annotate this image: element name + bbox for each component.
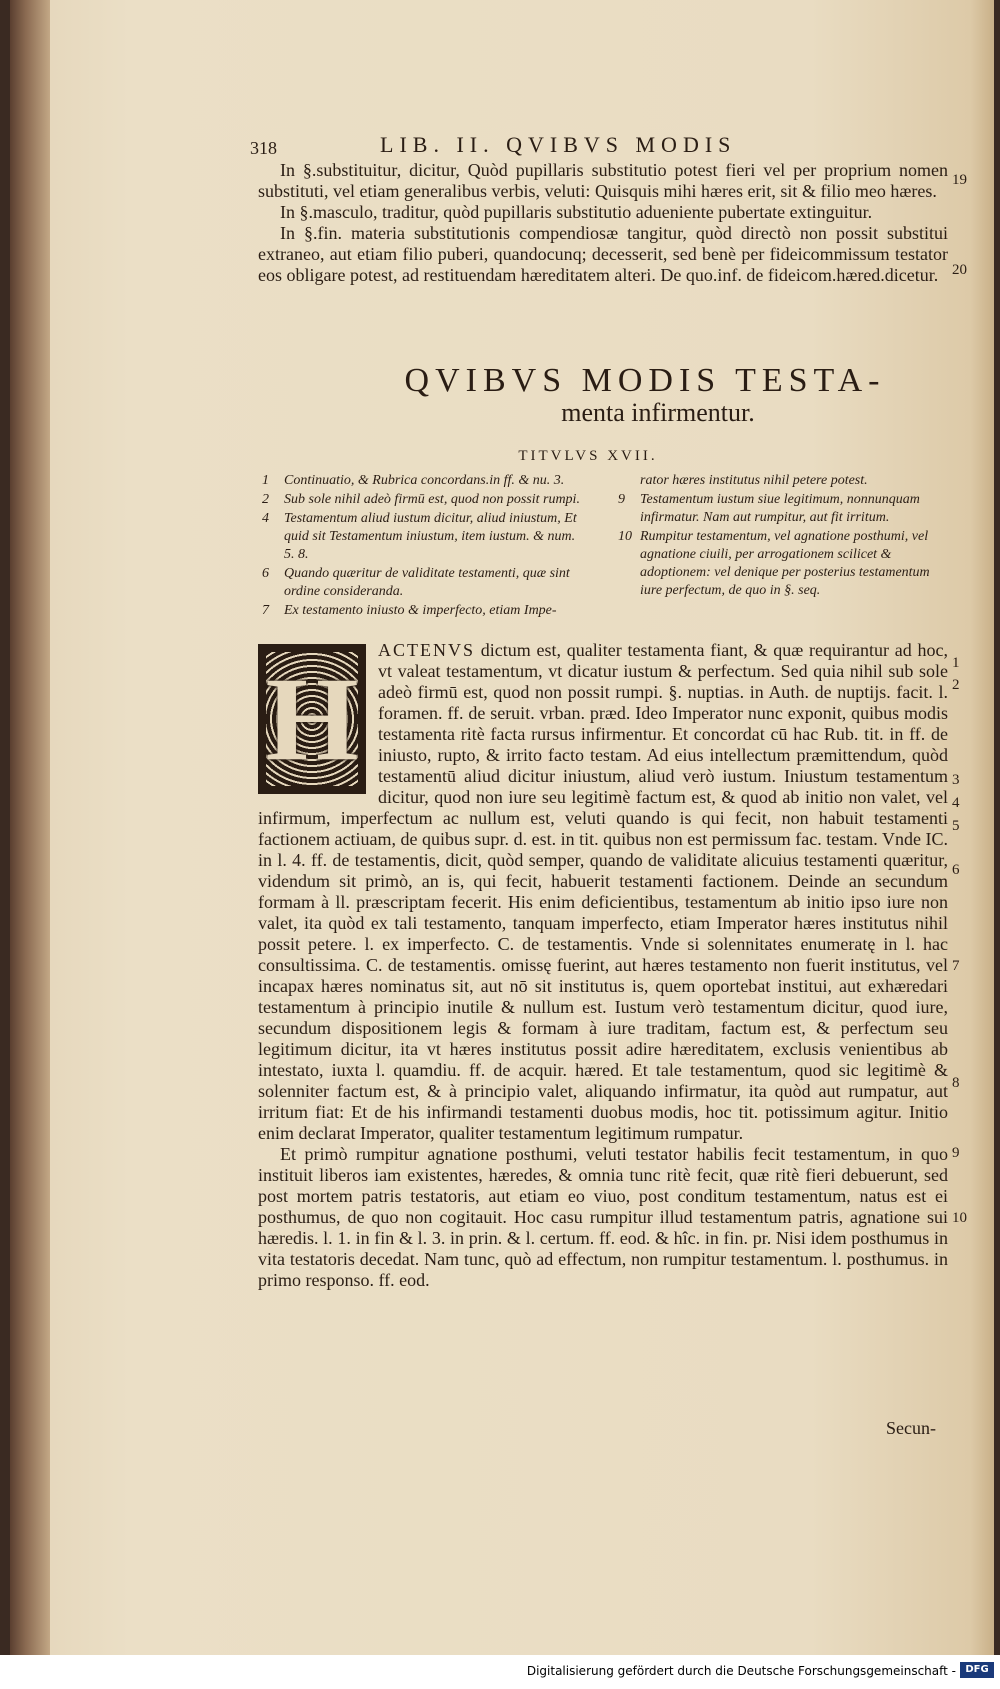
body-paragraph-2: Et primò rumpitur agnatione posthumi, veluti testator habilis fecit testamentum, in quo instituit liberos iam existentes, hæredes, & omnia tunc ritè fecit, quæ ritè fieri debuerunt, sed post mortem patris testatoris, aut etiam eo viuo, post conditum testamentum, natus est ei posthumus, de quo non cogitauit. Hoc casu rumpitur illud testamentum patris, agnatione sui hæredis. l. 1. in fin & l. 3. in prin. & l. certum. ff. eod. & hîc. in fin. pr. Nisi idem posthumus in vita testatoris decedat. Nam tunc, quò ad effectum, non rumpitur testamentum. l. posthumus. in primo responso. ff. eod.: [258, 1144, 948, 1290]
summary-item-number: 10: [618, 529, 632, 544]
margin-number: 1: [952, 655, 960, 671]
titulus-heading: TITVLVS XVII.: [518, 448, 658, 464]
chapter-title-line2: menta infirmentur.: [561, 398, 755, 427]
summary-item-number: 9: [618, 492, 625, 507]
intro-section: [258, 160, 948, 286]
summary-item-text: Rumpitur testamentum, vel agnatione posthumi, vel agnatione ciuili, per arrogationem scilicet & adoptionem: vel denique per posterius testamentum iure perfectum, de quo in §. seq.: [640, 529, 930, 598]
summary-item-number: 6: [262, 566, 269, 581]
summary-item-text: Quando quæritur de validitate testamenti, quæ sint ordine consideranda.: [284, 566, 570, 599]
main-body: [258, 640, 948, 1291]
margin-number: 6: [952, 862, 960, 878]
chapter-title-line1: QVIBVS MODIS TESTA-: [404, 362, 886, 399]
intro-paragraph: In §.substituitur, dicitur, Quòd pupillaris substitutio potest fieri vel per proprium nomen substituti, vel etiam generalibus verbis, veluti: Quisquis mihi hæres erit, sit & filio meo hæres.: [258, 160, 948, 201]
summary-item-number: 1: [262, 473, 269, 488]
margin-number: 9: [952, 1145, 960, 1161]
summary-item-number: 2: [262, 492, 269, 507]
intro-paragraph: In §.fin. materia substitutionis compendiosæ tangitur, quòd directò non possit substitui extraneo, aut etiam filio puberi, quandocunq; decesserit, sed benè per fideicommissum testator eos obligare potest, ad restituendam hæreditatem alteri. De quo.inf. de fideicom.hæred.dicetur.: [258, 223, 948, 285]
summary-item: [262, 602, 587, 620]
summary-right-column: [618, 472, 948, 601]
margin-number: 20: [952, 262, 967, 278]
summary-item-text: rator hæres institutus nihil petere potest.: [640, 473, 868, 488]
margin-number: 3: [952, 772, 960, 788]
intro-paragraph: In §.masculo, traditur, quòd pupillaris substitutio adueniente pubertate extinguitur.: [280, 202, 873, 222]
opening-caps: ACTENVS: [378, 640, 476, 660]
summary-item: [262, 565, 587, 601]
summary-item: [262, 491, 587, 509]
margin-number: 5: [952, 818, 960, 834]
initial-letter: H: [265, 652, 359, 785]
summary-left-column: [262, 472, 587, 621]
summary-item-text: Testamentum iustum siue legitimum, nonnunquam infirmatur. Nam aut rumpitur, aut fit irritum.: [640, 492, 920, 525]
summary-item: [262, 510, 587, 564]
margin-number: 19: [952, 172, 967, 188]
summary-item-text: Continuatio, & Rubrica concordans.in ff. & nu. 3.: [284, 473, 565, 488]
dfg-logo-icon: DFG: [960, 1662, 994, 1678]
book-binding: [10, 0, 50, 1655]
margin-number: 8: [952, 1075, 960, 1091]
summary-item-text: Ex testamento iniusto & imperfecto, etiam Impe-: [284, 603, 557, 618]
margin-number: 4: [952, 795, 960, 811]
summary-item: [618, 491, 948, 527]
summary-item: [262, 472, 587, 490]
margin-number: 7: [952, 958, 960, 974]
footer-credit: Digitalisierung gefördert durch die Deutsche Forschungsgemeinschaft -: [526, 1664, 956, 1678]
summary-item-number: 7: [262, 603, 269, 618]
catchword: Secun-: [886, 1418, 936, 1438]
page-number: 318: [250, 138, 277, 158]
summary-item-number: 4: [262, 511, 269, 526]
summary-item-text: Testamentum aliud iustum dicitur, aliud iniustum, Et quid sit Testamentum iniustum, item iustum. & num. 5. 8.: [284, 511, 577, 562]
margin-number: 2: [952, 677, 960, 693]
running-title: LIB. II. QVIBVS MODIS: [380, 132, 737, 157]
margin-number: 10: [952, 1210, 967, 1226]
summary-item-text: Sub sole nihil adeò firmū est, quod non possit rumpi.: [284, 492, 580, 507]
running-header: [250, 132, 950, 162]
decorated-initial: [258, 644, 366, 794]
body-paragraph-1-text: dictum est, qualiter testamenta fiant, & quæ requirantur ad hoc, vt valeat testamentum, vt dicatur iustum & perfectum. Sed quia nihil sub sole adeò firmū est, quod non possit rumpi. §. nuptias. in Auth. de nuptijs. facit. l. foramen. ff. de seruit. vrban. præd. Ideo Imperator nunc exponit, quibus modis testamenta ritè facta rursus infirmentur. Et concordat cū hac Rub. tit. in ff. de iniusto, rupto, & irrito facto testam. Ad eius intellectum præmittendum, quòd testamentū aliud dicitur iniustum, aliud verò iustum. Iniustum testamentum dicitur, quod non iure seu legitimè factum est, & quod ab initio non valet, vel infirmum, imperfectum ac nullum est, veluti quando is qui fecit, non habuit testamenti factionem actiuam, de quibus supr. d. est. in tit. quibus non est permissum fac. testam. Vnde IC. in l. 4. ff. de testamentis, dicit, quòd semper, quando de validitate alicuius testamenti quæritur, videndum sit primò, an is, qui fecit, habuerit testamenti factionem. Deinde an secundum formam à ll. præscriptam fecerit. His enim deficientibus, testamentum ab initio ipso iure non valet, ita quòd ex tali testamento, tanquam imperfecto, etiam Imperator hæres institutus nihil possit petere. l. ex imperfecto. C. de testamentis. Vnde si solennitates enumeratę in l. hac consultissima. C. de testamentis. omissę fuerint, aut hæres testamento non fuerit institutus, vel incapax hæres nominatus sit, aut nō sit institutus is, quem oportebat institui, aut exhæredari testamentum à principio inutile & nullum est. Iustum verò testamentum dicitur, quod iure, secundum dispositionem legis & formam à iure traditam, factum est, & perfectum seu legitimum dicitur, ita vt hæres institutus possit adire hæreditatem, exclusis venientibus ab intestato, iuxta l. quamdiu. ff. de acquir. hæred. Et tale testamentum, quod sic legitimè & solenniter factum est, & à principio valet, aliquando infirmatur, ita quòd aut rumpatur, aut irritum fiat: Et de his infirmandi testamenti duobus modis, hoc tit. potissimum agitur. Initio enim declarat Imperator, qualiter testamentum legitimum rumpatur.: [258, 640, 948, 1143]
summary-item: [618, 472, 948, 490]
footer-bar: [0, 1655, 1000, 1689]
summary-item: [618, 528, 948, 600]
